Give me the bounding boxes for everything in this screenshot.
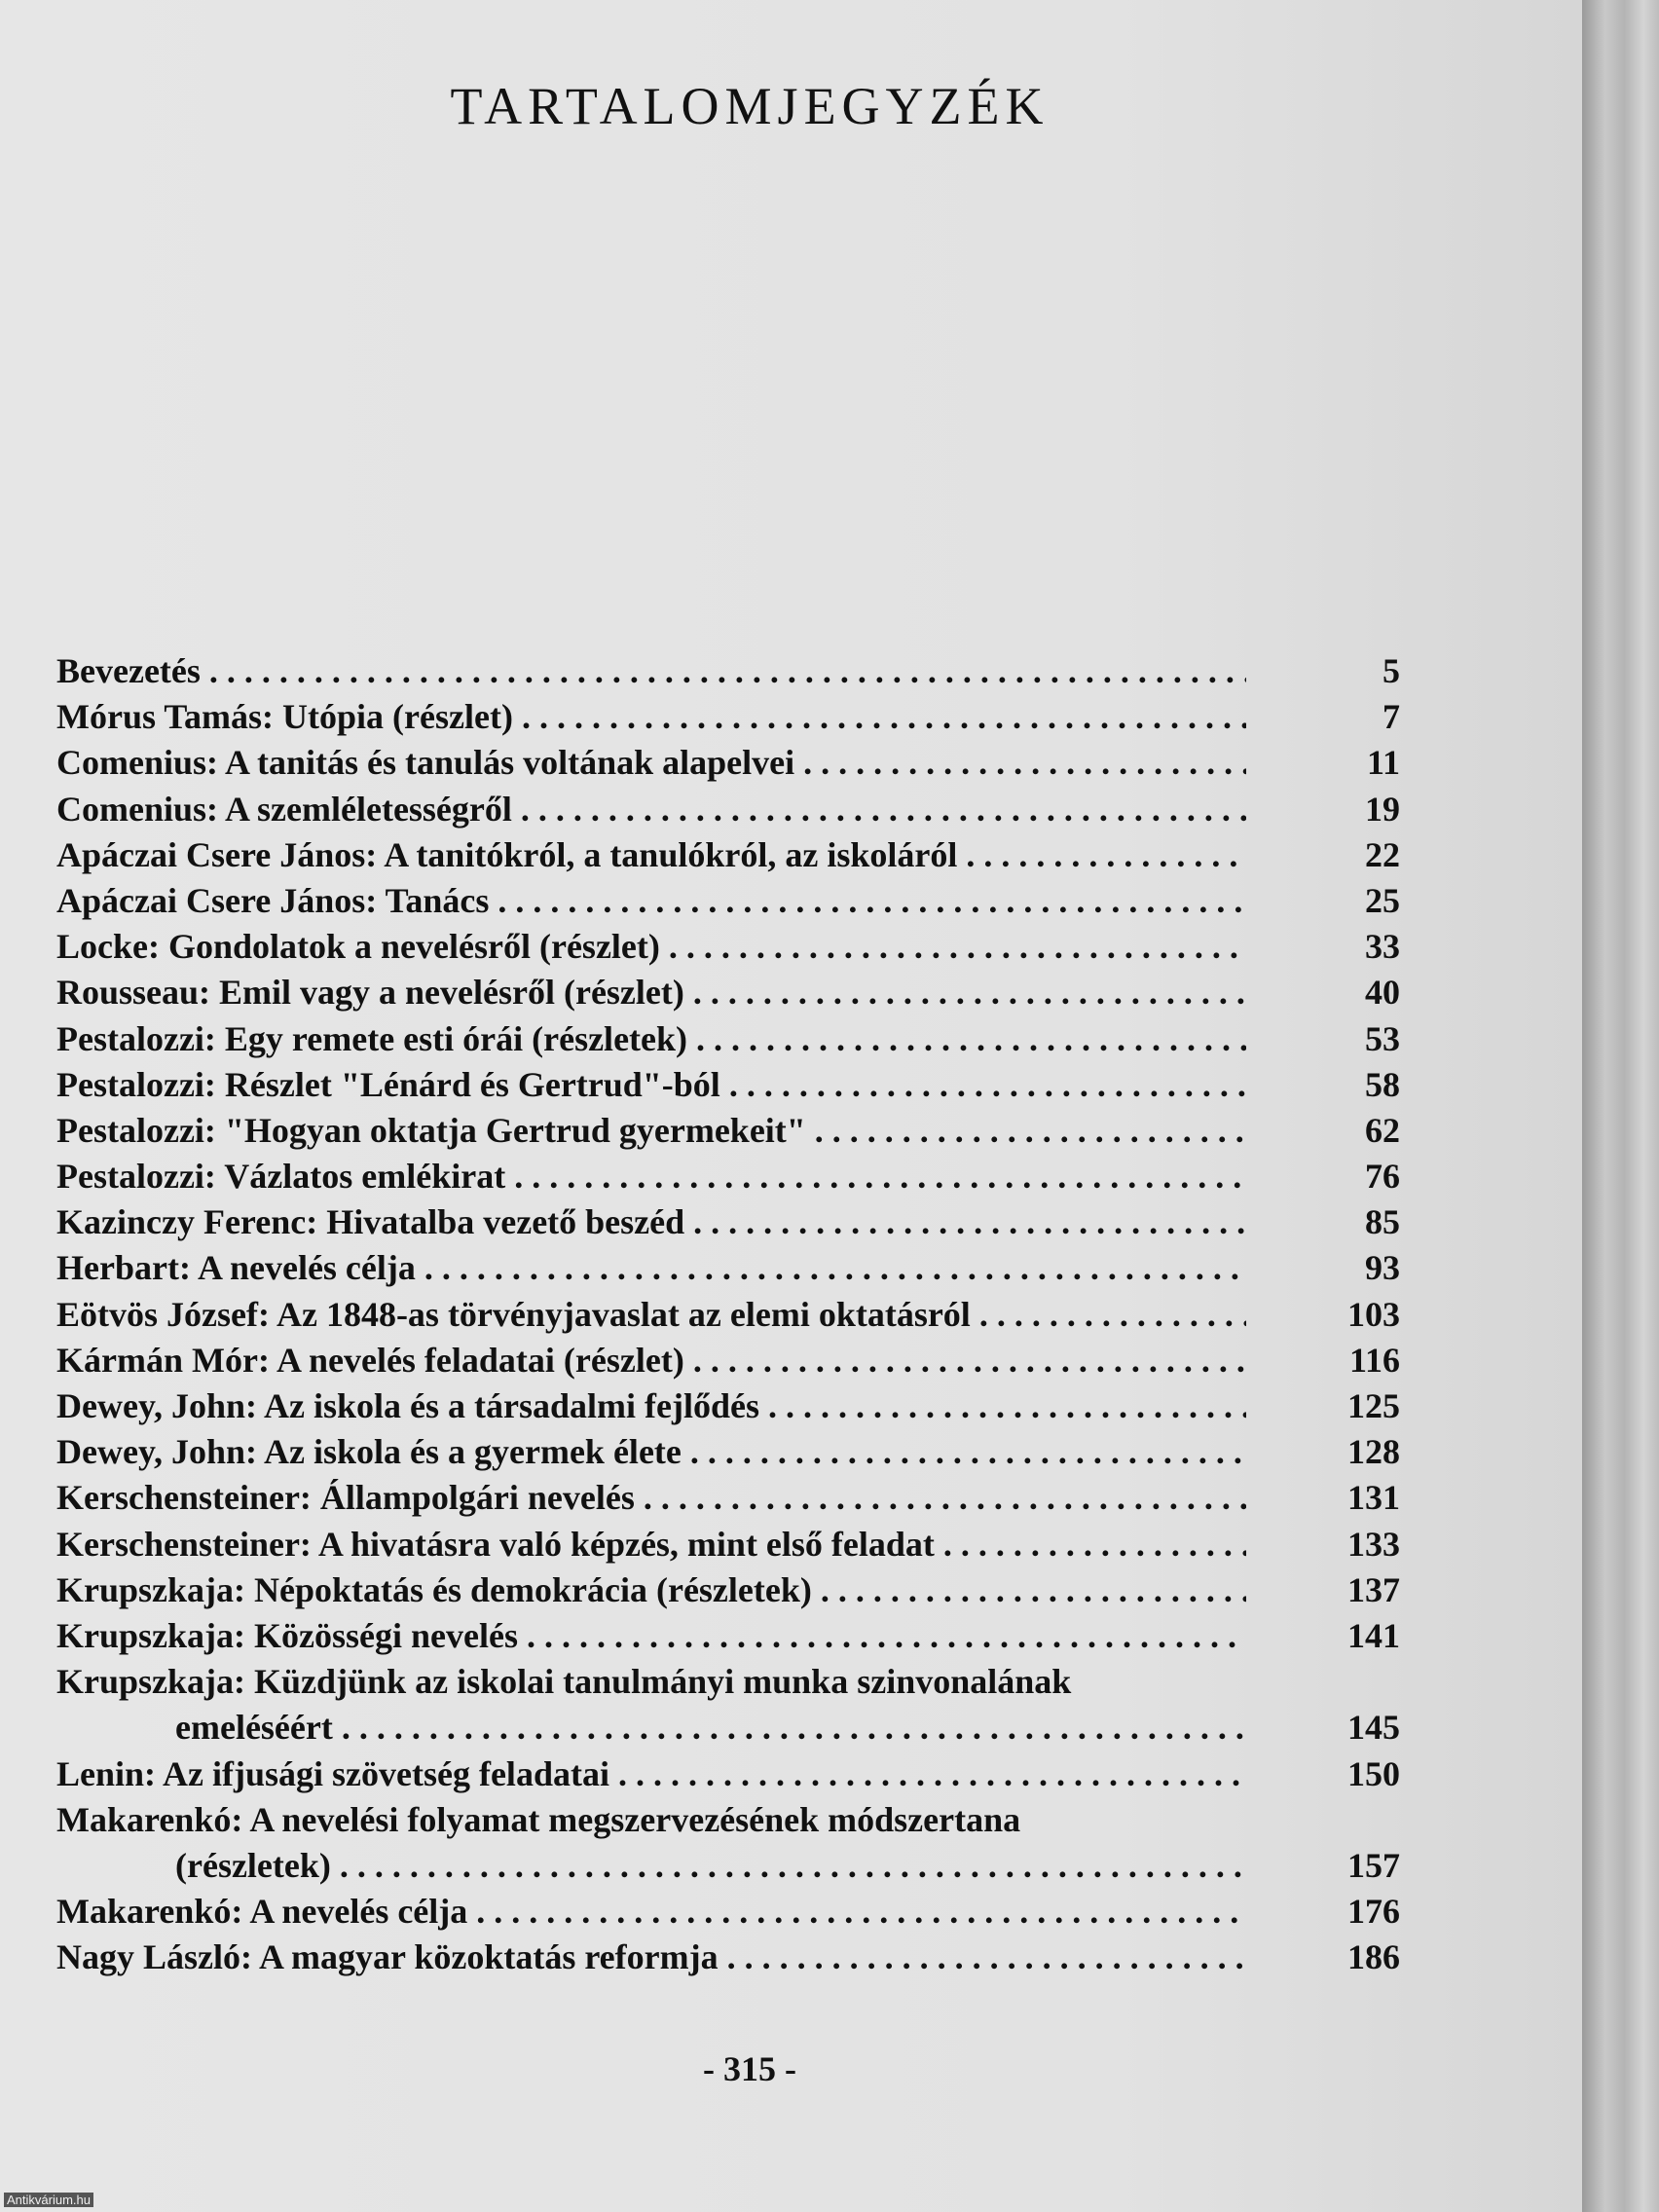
toc-entry-page: 137 bbox=[1347, 1569, 1400, 1609]
toc-entry bbox=[56, 1889, 1419, 1935]
toc-entry-page: 133 bbox=[1347, 1524, 1400, 1564]
toc-entry-page: 7 bbox=[1382, 697, 1400, 737]
toc-entry-title: Krupszkaja: Közösségi nevelés . . . bbox=[56, 1613, 1246, 1659]
toc-entry-page: 58 bbox=[1365, 1064, 1400, 1104]
toc-entry-page: 131 bbox=[1347, 1478, 1400, 1518]
toc-entry bbox=[56, 1199, 1419, 1245]
toc-entry-continuation bbox=[56, 1843, 1419, 1889]
toc-entry bbox=[56, 740, 1419, 786]
toc-entry bbox=[56, 694, 1419, 740]
toc-entry-title: Kerschensteiner: Állampolgári nevelés . . . bbox=[56, 1475, 1246, 1521]
toc-entry-title: Pestalozzi: "Hogyan oktatja Gertrud gyermekeit" . . . bbox=[56, 1108, 1246, 1154]
toc-entry-title: Apáczai Csere János: Tanács . . . bbox=[56, 878, 1246, 924]
toc-entry-title: Dewey, John: Az iskola és a gyermek élete . . . bbox=[56, 1429, 1246, 1475]
toc-entry-title: Pestalozzi: Vázlatos emlékirat . . . bbox=[56, 1154, 1246, 1199]
toc-entry bbox=[56, 970, 1419, 1015]
toc-entry-page: 157 bbox=[1347, 1845, 1400, 1885]
toc-entry-page: 19 bbox=[1365, 789, 1400, 829]
site-watermark: Antikvárium.hu bbox=[4, 2193, 93, 2207]
toc-entry-page: 150 bbox=[1347, 1753, 1400, 1793]
toc-entry bbox=[56, 1108, 1419, 1154]
toc-entry bbox=[56, 1062, 1419, 1108]
toc-entry-title: Locke: Gondolatok a nevelésről (részlet) . . . bbox=[56, 924, 1246, 970]
toc-entry-title: Herbart: A nevelés célja . . . bbox=[56, 1245, 1246, 1291]
toc-entry bbox=[56, 1935, 1419, 1980]
toc-entry-page: 40 bbox=[1365, 973, 1400, 1013]
toc-entry-title: Comenius: A szemléletességről . . . bbox=[56, 787, 1246, 832]
toc-entry-page: 116 bbox=[1348, 1340, 1400, 1380]
toc-entry bbox=[56, 1383, 1419, 1429]
toc-entry-title-continued: emeléséért . . . bbox=[56, 1705, 1246, 1751]
page-number: - 315 - bbox=[703, 2049, 796, 2088]
toc-entry-page: 25 bbox=[1365, 880, 1400, 920]
toc-entry-title: Apáczai Csere János: A tanitókról, a tanulókról, az iskoláról . . . bbox=[56, 832, 1246, 878]
toc-entry-page: 53 bbox=[1365, 1018, 1400, 1058]
toc-entry-page: 93 bbox=[1365, 1248, 1400, 1288]
toc-entry bbox=[56, 1797, 1419, 1843]
toc-entry-title: Krupszkaja: Népoktatás és demokrácia (részletek) . . . bbox=[56, 1567, 1246, 1613]
toc-entry bbox=[56, 832, 1419, 878]
toc-entry-page: 5 bbox=[1382, 651, 1400, 690]
toc-entry-title: Eötvös József: Az 1848-as törvényjavaslat az elemi oktatásról . . . bbox=[56, 1292, 1246, 1338]
toc-entry-title: Nagy László: A magyar közoktatás reformja . . . bbox=[56, 1935, 1246, 1980]
toc-entry bbox=[56, 787, 1419, 832]
toc-entry-title: Kerschensteiner: A hivatásra való képzés, mint első feladat . . . bbox=[56, 1522, 1246, 1567]
toc-entry bbox=[56, 878, 1419, 924]
toc-entry bbox=[56, 1613, 1419, 1659]
toc-entry bbox=[56, 1567, 1419, 1613]
toc-entry-page: 141 bbox=[1347, 1615, 1400, 1655]
toc-entry bbox=[56, 1522, 1419, 1567]
toc-entry-page: 128 bbox=[1347, 1432, 1400, 1472]
toc-entry bbox=[56, 1154, 1419, 1199]
toc-entry-title: Comenius: A tanitás és tanulás voltának alapelvei . . . bbox=[56, 740, 1246, 786]
toc-entry-continuation bbox=[56, 1705, 1419, 1751]
toc-entry-page: 145 bbox=[1347, 1708, 1400, 1748]
toc-entry-page: 176 bbox=[1347, 1892, 1400, 1932]
toc-entry-page: 11 bbox=[1366, 743, 1400, 783]
toc-entry-title: Pestalozzi: Részlet "Lénárd és Gertrud"-ból . . . bbox=[56, 1062, 1246, 1108]
toc-entry-page: 186 bbox=[1347, 1937, 1400, 1977]
toc-entry-title: Makarenkó: A nevelési folyamat megszervezésének módszertana bbox=[56, 1799, 1021, 1839]
toc-entry-title: Kármán Mór: A nevelés feladatai (részlet) . . . bbox=[56, 1338, 1246, 1383]
toc-entry-page: 62 bbox=[1365, 1110, 1400, 1150]
page-title: TARTALOMJEGYZÉK bbox=[450, 77, 1050, 135]
toc-entry bbox=[56, 1659, 1419, 1705]
toc-entry bbox=[56, 1429, 1419, 1475]
toc-entry-page: 85 bbox=[1365, 1202, 1400, 1242]
table-of-contents bbox=[56, 648, 1419, 1980]
toc-entry bbox=[56, 1338, 1419, 1383]
toc-entry bbox=[56, 648, 1419, 694]
toc-entry-page: 103 bbox=[1347, 1294, 1400, 1334]
toc-entry-title: Makarenkó: A nevelés célja . . . bbox=[56, 1889, 1246, 1935]
toc-entry-title: Kazinczy Ferenc: Hivatalba vezető beszéd . . . bbox=[56, 1199, 1246, 1245]
toc-entry-title: Lenin: Az ifjusági szövetség feladatai . . . bbox=[56, 1751, 1246, 1797]
toc-entry-page: 76 bbox=[1365, 1157, 1400, 1197]
toc-entry-title-continued: (részletek) . . . bbox=[56, 1843, 1246, 1889]
toc-entry bbox=[56, 1016, 1419, 1062]
book-page-edge bbox=[1582, 0, 1659, 2212]
toc-entry-title: Mórus Tamás: Utópia (részlet) . . . bbox=[56, 694, 1246, 740]
toc-entry-title: Krupszkaja: Küzdjünk az iskolai tanulmányi munka szinvonalának bbox=[56, 1662, 1072, 1702]
toc-entry-page: 33 bbox=[1365, 927, 1400, 967]
toc-entry-title: Dewey, John: Az iskola és a társadalmi fejlődés . . . bbox=[56, 1383, 1246, 1429]
toc-entry bbox=[56, 1751, 1419, 1797]
toc-entry bbox=[56, 1292, 1419, 1338]
toc-entry-page: 125 bbox=[1347, 1386, 1400, 1425]
toc-entry bbox=[56, 1245, 1419, 1291]
toc-entry-title: Rousseau: Emil vagy a nevelésről (részlet) . . . bbox=[56, 970, 1246, 1015]
toc-entry-title: Bevezetés . . . bbox=[56, 648, 1246, 694]
toc-entry bbox=[56, 924, 1419, 970]
toc-entry bbox=[56, 1475, 1419, 1521]
toc-entry-page: 22 bbox=[1365, 834, 1400, 874]
toc-entry-title: Pestalozzi: Egy remete esti órái (részletek) . . . bbox=[56, 1016, 1246, 1062]
